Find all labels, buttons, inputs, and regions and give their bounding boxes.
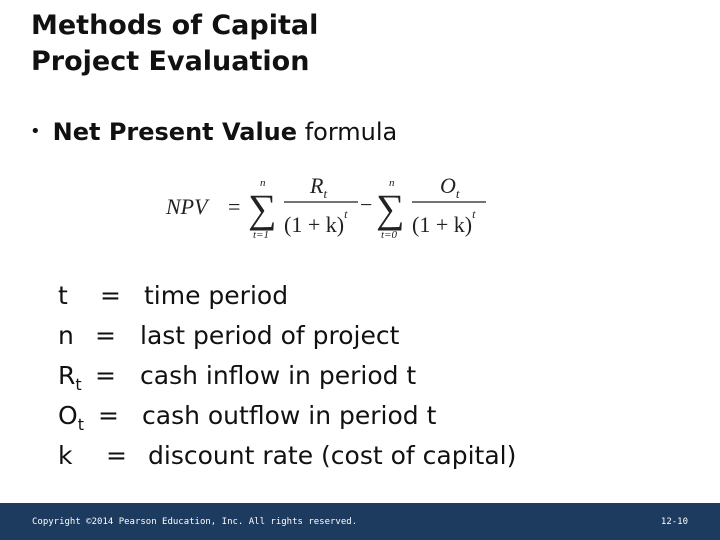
definition-equals: = bbox=[100, 281, 121, 310]
fraction1-numerator: $R_t$ bbox=[310, 173, 328, 201]
npv-formula-graphic bbox=[160, 170, 500, 250]
fraction2-denominator: $(1 + k)^t$ bbox=[412, 207, 476, 237]
sum1-lower-limit: t=1 bbox=[253, 229, 269, 241]
definition-symbol: $O_t$ bbox=[58, 401, 84, 434]
sum1-upper-limit: n bbox=[260, 177, 266, 189]
definition-symbol: n bbox=[58, 321, 74, 350]
sum2-sigma: ∑ bbox=[376, 186, 405, 231]
sum2-upper-limit: n bbox=[389, 177, 395, 189]
sum2-lower-limit: t=0 bbox=[381, 229, 397, 241]
definition-text: cash inflow in period t bbox=[140, 361, 417, 390]
definition-symbol: k bbox=[58, 441, 73, 470]
bullet-npv-formula bbox=[30, 116, 397, 151]
copyright-notice: Copyright ©2014 Pearson Education, Inc. All rights reserved. bbox=[32, 517, 358, 527]
fraction1-denominator: $(1 + k)^t$ bbox=[284, 207, 348, 237]
footer-bar bbox=[0, 503, 720, 540]
slide-title-line-2: Project Evaluation bbox=[31, 46, 310, 77]
bullet-icon: • bbox=[30, 121, 41, 142]
definition-equals: = bbox=[98, 401, 119, 430]
definition-symbol: $R_t$ bbox=[58, 361, 82, 394]
formula-minus: − bbox=[360, 192, 373, 217]
bullet-text: formula bbox=[304, 118, 398, 146]
formula-lhs: NPV bbox=[166, 194, 208, 219]
npv-formula bbox=[160, 170, 500, 250]
definition-text: time period bbox=[144, 281, 289, 310]
fraction2-numerator: $O_t$ bbox=[440, 173, 460, 201]
definition-equals: = bbox=[95, 361, 116, 390]
definition-equals: = bbox=[106, 441, 127, 470]
definition-text: last period of project bbox=[140, 321, 400, 350]
slide-title bbox=[31, 8, 318, 80]
definition-equals: = bbox=[95, 321, 116, 350]
definition-text: discount rate (cost of capital) bbox=[148, 441, 517, 470]
slide-number: 12-10 bbox=[660, 517, 688, 527]
definition-text: cash outflow in period t bbox=[142, 401, 437, 430]
slide-title-line-1: Methods of Capital bbox=[31, 10, 319, 41]
formula-equals: = bbox=[228, 194, 241, 219]
definition-symbol: t bbox=[58, 281, 68, 310]
sum1-sigma: ∑ bbox=[248, 186, 277, 231]
bullet-bold-text: Net Present Value bbox=[52, 118, 298, 146]
